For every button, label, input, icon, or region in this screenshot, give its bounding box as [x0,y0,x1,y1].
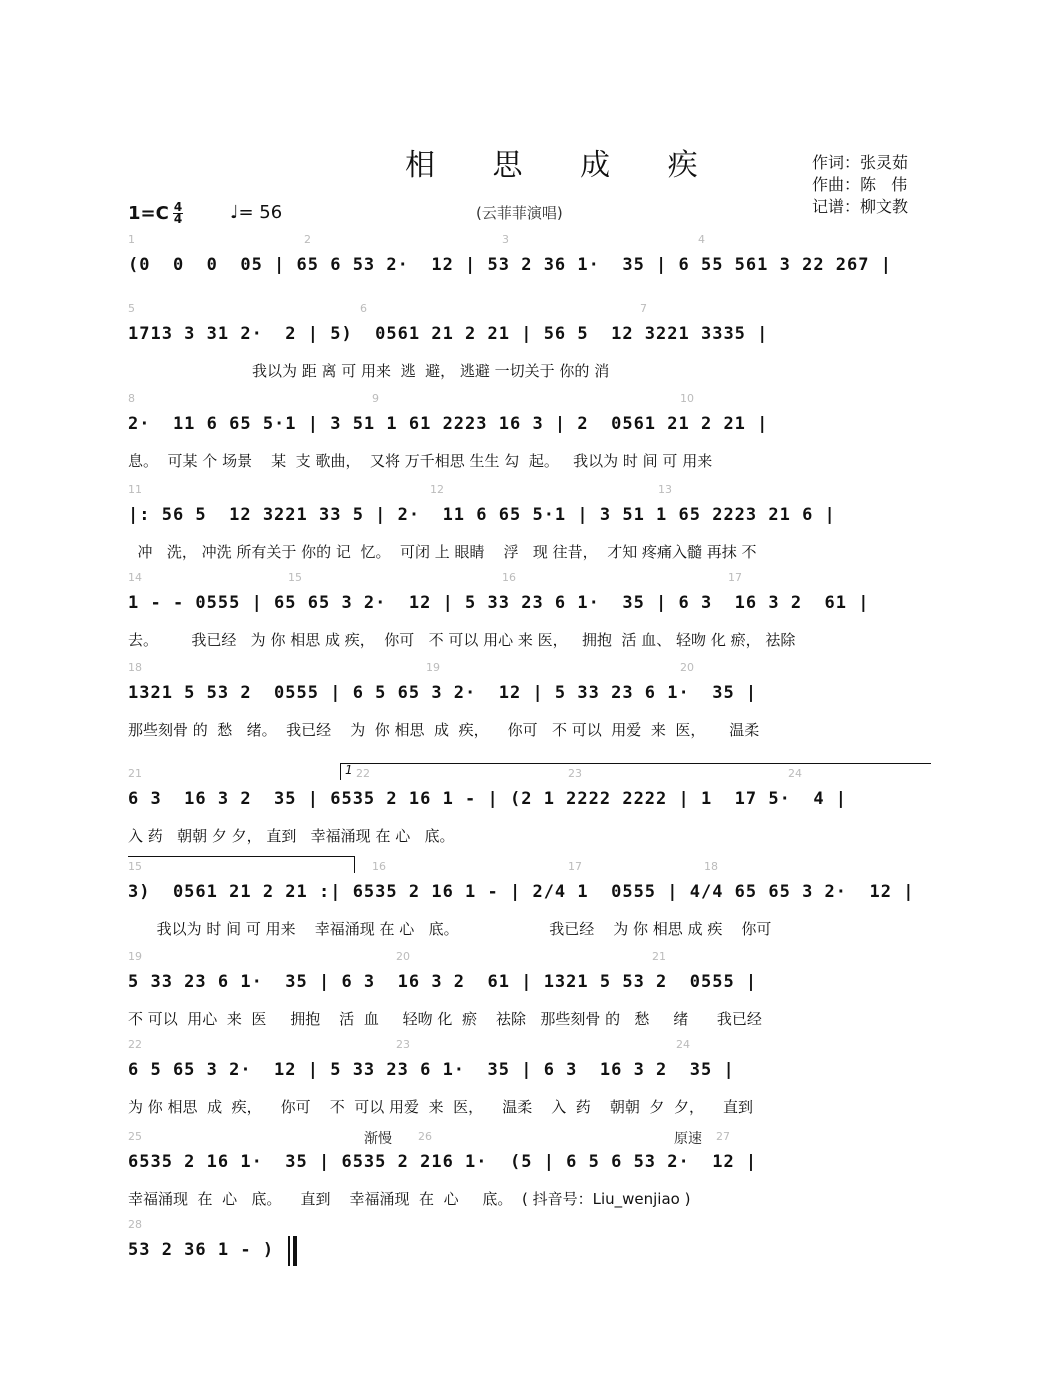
ritardando-mark: 渐慢 [364,1131,392,1147]
measure-number: 15 [288,571,302,584]
measure-number: 2 [304,233,311,246]
notation-text: 1713 3 31 2· 2 | 5) 0561 21 2 21 | 56 5 12 3221 3335 | [128,324,769,344]
key-label: 1=C [128,203,169,224]
notation-credit: 记谱：柳文教 [812,197,909,216]
time-top: 4 [173,200,183,214]
measure-number: 13 [658,483,672,496]
measure-number: 4 [698,233,705,246]
composer-credit: 作曲：陈 伟 [812,175,908,194]
notation-text: |: 56 5 12 3221 33 5 | 2· 11 6 65 5·1 | 3 51 1 65 2223 21 6 | [128,505,836,525]
lyrics-text: 冲 洗， 冲洗 所有关于 你的 记 忆。 可闭 上 眼睛 浮 现 往昔， 才知 疼痛入髓 再抹 不 [128,543,757,561]
notation-text: 6535 2 16 1· 35 | 6535 2 216 1· (5 | 6 5 6 53 2· 12 | [128,1152,758,1172]
measure-number: 17 [568,860,582,873]
notation-text: 6 5 65 3 2· 12 | 5 33 23 6 1· 35 | 6 3 16 3 2 35 | [128,1060,735,1080]
notation-text: 6 3 16 3 2 35 | 6535 2 16 1 - | (2 1 2222 2222 | 1 17 5· 4 | [128,789,848,809]
lyrics-text: 不 可以 用心 来 医 拥抱 活 血 轻吻 化 瘀 祛除 那些刻骨 的 愁 绪 我已经 [128,1010,762,1028]
measure-number: 5 [128,302,135,315]
notation-text: 53 2 36 1 - ) [128,1240,275,1260]
first-ending-bracket [340,763,931,780]
a-tempo-mark: 原速 [674,1131,702,1147]
measure-number: 23 [568,767,582,780]
measure-number: 20 [680,661,694,674]
measure-number: 20 [396,950,410,963]
lyrics-text: 那些刻骨 的 愁 绪。 我已经 为 你 相思 成 疾， 你可 不 可以 用爱 来 医， 温柔 [128,721,760,739]
measure-number: 18 [128,661,142,674]
second-ending-bracket [128,856,355,873]
lyrics-text: 为 你 相思 成 疾， 你可 不 可以 用爱 来 医， 温柔 入 药 朝朝 夕 夕， 直到 [128,1098,754,1116]
measure-number: 22 [128,1038,142,1051]
measure-number: 16 [502,571,516,584]
measure-number: 24 [788,767,802,780]
measure-number: 8 [128,392,135,405]
lyrics-text: 我以为 时 间 可 用来 幸福涌现 在 心 底。 我已经 为 你 相思 成 疾 你可 [128,920,772,938]
measure-number: 6 [360,302,367,315]
lyricist-credit: 作词：张灵茹 [812,153,909,172]
measure-number: 24 [676,1038,690,1051]
time-bottom: 4 [173,212,183,226]
measure-number: 9 [372,392,379,405]
measure-number: 27 [716,1130,730,1143]
final-barline-thin [288,1236,290,1266]
notation-text: 1321 5 53 2 0555 | 6 5 65 3 2· 12 | 5 33 23 6 1· 35 | [128,683,758,703]
notation-text: 1 - - 0555 | 65 65 3 2· 12 | 5 33 23 6 1· 35 | 6 3 16 3 2 61 | [128,593,870,613]
measure-number: 17 [728,571,742,584]
measure-number: 14 [128,571,142,584]
measure-number: 19 [128,950,142,963]
measure-number: 19 [426,661,440,674]
lyrics-text: 息。 可某 个 场景 某 支 歌曲， 又将 万千相思 生生 勾 起。 我以为 时 间 可 用来 [128,452,713,470]
measure-number: 22 [356,767,370,780]
measure-number: 28 [128,1218,142,1231]
tempo-mark: ♩= 56 [230,202,283,223]
singer-note: (云菲菲演唱) [476,204,563,222]
measure-number: 10 [680,392,694,405]
measure-number: 7 [640,302,647,315]
measure-number: 12 [430,483,444,496]
lyrics-text: 幸福涌现 在 心 底。 直到 幸福涌现 在 心 底。 ( 抖音号：Liu_wenjiao ) [128,1190,691,1208]
notation-text: 2· 11 6 65 5·1 | 3 51 1 61 2223 16 3 | 2 0561 21 2 21 | [128,414,769,434]
measure-number: 25 [128,1130,142,1143]
measure-number: 1 [128,233,135,246]
measure-number: 23 [396,1038,410,1051]
lyrics-text: 我以为 距 离 可 用来 逃 避， 逃避 一切关于 你的 消 [128,362,610,380]
measure-number: 21 [652,950,666,963]
measure-number: 26 [418,1130,432,1143]
measure-number: 16 [372,860,386,873]
measure-number: 11 [128,483,142,496]
notation-text: 3) 0561 21 2 21 :| 6535 2 16 1 - | 2/4 1 0555 | 4/4 65 65 3 2· 12 | [128,882,915,902]
measure-number: 15 [128,860,142,873]
key-signature [128,202,183,225]
lyrics-text: 入 药 朝朝 夕 夕， 直到 幸福涌现 在 心 底。 [128,827,455,845]
notation-text: (0 0 0 05 | 65 6 53 2· 12 | 53 2 36 1· 35 | 6 55 561 3 22 267 | [128,255,892,275]
lyrics-text: 去。 我已经 为 你 相思 成 疾， 你可 不 可以 用心 来 医， 拥抱 活 血、 轻吻 化 瘀， 祛除 [128,631,796,649]
measure-number: 3 [502,233,509,246]
song-title: 相 思 成 疾 [405,148,722,183]
credits [812,152,908,218]
first-ending-number: 1 [345,763,353,777]
measure-number: 21 [128,767,142,780]
final-barline-thick [293,1236,297,1266]
measure-number: 18 [704,860,718,873]
notation-text: 5 33 23 6 1· 35 | 6 3 16 3 2 61 | 1321 5 53 2 0555 | [128,972,758,992]
time-signature [173,202,183,225]
